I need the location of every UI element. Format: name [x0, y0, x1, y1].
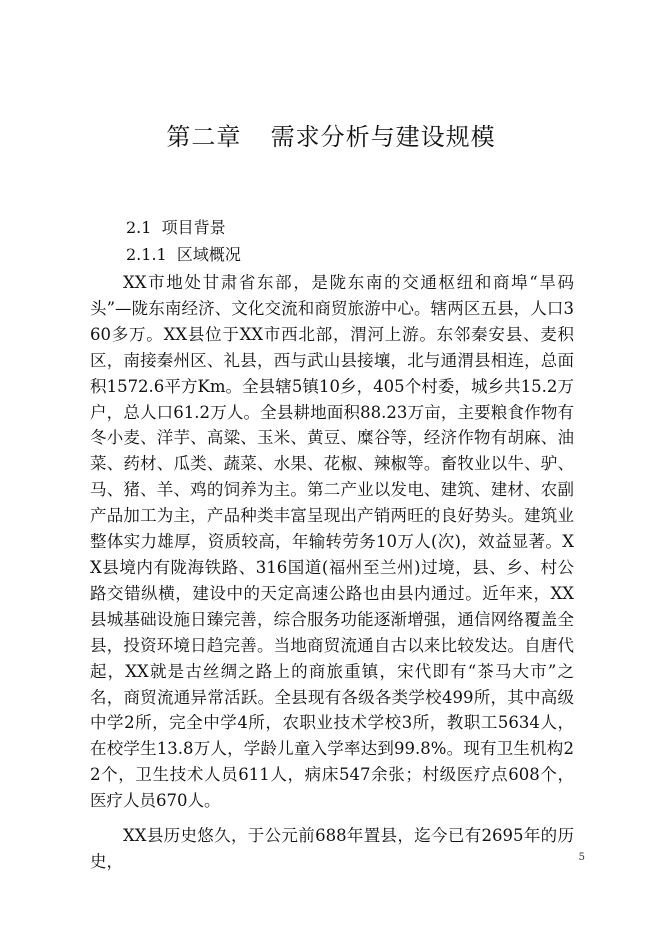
body-paragraph: XX县历史悠久，于公元前688年置县，迄今已有2695年的历史， — [90, 826, 574, 871]
section-heading: 2.1 项目背景 — [126, 218, 226, 237]
chapter-title: 第二章 需求分析与建设规模 — [166, 123, 496, 151]
subsection-heading: 2.1.1 区域概况 — [126, 245, 241, 264]
body-paragraph: XX市地处甘肃省东部，是陇东南的交通枢纽和商埠“旱码头”—陇东南经济、文化交流和商贸旅游中心。辖两区五县，人口360多万。XX县位于XX市西北部，渭河上游。东邻秦安县、麦积区，南接秦州区、礼县，西与武山县接壤，北与通渭县相连，总面积1572.6平方Km。全县辖5镇10乡，405个村委，城乡共15.2万户，总人口61.2万人。全县耕地面积88.23万亩，主要粮食作物有冬小麦、洋芋、高粱、玉米、黄豆、糜谷等，经济作物有胡麻、油菜、药材、瓜类、蔬菜、水果、花椒、辣椒等。畜牧业以牛、驴、马、猪、羊、鸡的饲养为主。第二产业以发电、建筑、建材、农副产品加工为主，产品种类丰富呈现出产销两旺的良好势头。建筑业整体实力雄厚，资质较高，年输转劳务10万人(次)，效益显著。XX县境内有陇海铁路、316国道(福州至兰州)过境，县、乡、村公路交错纵横，建设中的天定高速公路也由县内通过。近年来，XX县城基础设施日臻完善，综合服务功能逐渐增强，通信网络覆盖全县，投资环境日趋完善。当地商贸流通自古以来比较发达。自唐代起，XX就是古丝绸之路上的商旅重镇，宋代即有“茶马大市”之名，商贸流通异常活跃。全县现有各级各类学校499所，其中高级中学2所，完全中学4所，农职业技术学校3所，教职工5634人，在校学生13.8万人，学龄儿童入学率达到99.8%。现有卫生机构22个，卫生技术人员611人，病床547余张；村级医疗点608个，医疗人员670人。 — [90, 273, 574, 811]
page-number: 5 — [578, 852, 585, 863]
